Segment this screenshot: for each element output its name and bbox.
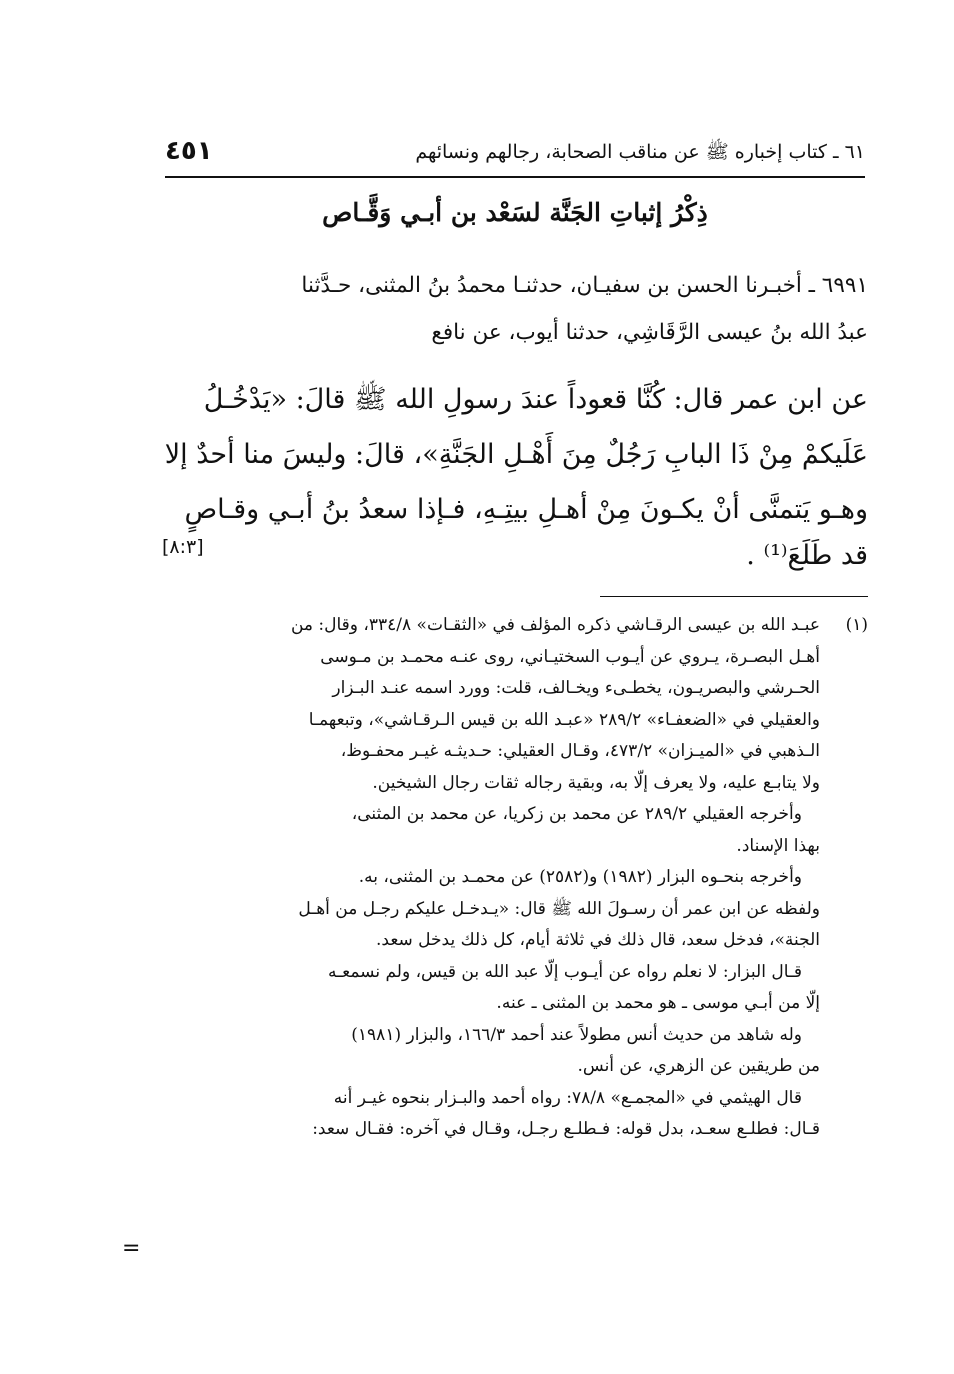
footnote-line: بهذا الإسناد.	[736, 835, 820, 856]
footnote-line: وأخرجه العقيلي ٢٨٩/٢ عن محمد بن زكريا، عن محمد بن المثنى،	[351, 804, 802, 824]
page-number: ٤٥١	[165, 136, 213, 166]
chapter-title: ذِكْرُ إثباتِ الجَنَّة لسَعْد بن أبـي وَقَّـاص	[322, 198, 708, 227]
footnote-line: عبـد الله بن عيسى الرقـاشي ذكره المؤلف في «الثقـات» ٣٣٤/٨، وقال: من	[290, 615, 820, 635]
footnote-line: إلّا من أبـي موسى ـ هو محمد بن المثنى ـ عنه.	[496, 993, 820, 1013]
hadith-line: قد طَلَعَ⁽¹⁾ .	[746, 540, 868, 571]
footnote-line: قـال: فطلـع سعـد، بدل قوله: فـطلـع رجـل، وقـال في آخره: فقـال سعد:	[312, 1119, 820, 1139]
footnote-line: وأخرجه بنحـوه البزار (١٩٨٢) و(٢٥٨٢) عن محمـد بن المثنى، به.	[358, 867, 802, 887]
footnote-paragraph	[152, 1083, 868, 1146]
footnote-line: والعقيلي في «الضعفـاء» ٢٨٩/٢ «عبـد الله بن قيس الـرقـاشي»، وتبعهمـا	[308, 709, 820, 730]
footnote-paragraph	[152, 862, 868, 957]
isnad-line: عبدُ الله بنُ عيسى الرَّقَاشِي، حدثنا أيوب، عن نافع	[431, 320, 868, 345]
footnote-line: قـال البزار: لا نعلم رواه عن أيـوب إلّا عبد الله بن قيس، ولم نسمعـه	[328, 961, 802, 982]
header-rule	[165, 176, 865, 178]
hadith-line: عن ابن عمر قال: كُنَّا قعوداً عندَ رسولِ الله ﷺ قالَ: «يَدْخُـلُ	[203, 384, 868, 415]
footnotes	[152, 610, 868, 1146]
footnote-line: قال الهيثمي في «المجمـع» ٧٨/٨: رواه أحمد والبـزار بنحوه غيـر أنه	[333, 1087, 802, 1108]
footnote-line: من طريقين عن الزهري، عن أنس.	[577, 1056, 820, 1076]
running-title: ٦١ ـ كتاب إخباره ﷺ عن مناقب الصحابة، رجالهم ونسائهم	[415, 141, 865, 163]
footnote-paragraph	[152, 1020, 868, 1083]
footnote-body	[152, 610, 820, 799]
hadith-isnad	[160, 262, 868, 356]
hadith-last-line	[160, 528, 868, 583]
hadith-line: وهـو يَتمنَّى أنْ يكـونَ مِنْ أهـلِ بيتِـهِ، فـإذا سعدُ بنُ أبـي وقـاصٍ	[184, 494, 868, 525]
page-header	[165, 130, 865, 170]
hadith-text	[160, 372, 868, 537]
footnote-line: ولفظه عن ابن عمر أن رسـولَ الله ﷺ قال: «يـدخـل عليكم رجـل من أهـل	[298, 898, 820, 919]
hadith-line: عَلَيكمْ مِنْ ذَا البابِ رَجُلٌ مِنَ أَهْـلِ الجَنَّةِ»، قالَ: وليسَ منا أحدٌ إلا	[164, 439, 868, 470]
continuation-mark: =	[122, 1236, 141, 1261]
footnote-line: الـذهبي في «الميـزان» ٤٧٣/٢، وقـال العقيلي: حـديثـه غيـر محفـوظ،	[340, 741, 820, 761]
footnote-paragraph	[152, 799, 868, 862]
footnote-paragraph	[152, 957, 868, 1020]
isnad-line: ٦٩٩١ ـ أخبـرنا الحسن بن سفيـان، حدثنـا محمدُ بنُ المثنى، حـدَّثنا	[301, 273, 868, 298]
footnote-line: الجنة»، فدخل سعد، قال ذلك في ثلاثة أيام، كل ذلك يدخل سعد.	[376, 930, 820, 950]
source-reference: [٨:٣]	[162, 536, 204, 558]
footnote-marker: (١)	[845, 615, 868, 635]
footnote-line: وله شاهد من حديث أنس مطولاً عند أحمد ١٦٦/٣، والبزار (١٩٨١)	[351, 1024, 802, 1045]
footnote-line: أهـل البصـرة، يـروي عن أيـوب السختيـاني، روى عنـه محمـد بن مـوسى	[320, 646, 820, 667]
footnote-line: الحـرشي والبصريـون، يخطـىء ويخـالف، قلت: وورد اسمه عنـد البـزار	[332, 678, 820, 698]
footnote-line: ولا يتابـع عليه، ولا يعرف إلّا به، وبقية رجاله ثقات رجال الشيخين.	[372, 772, 820, 793]
footnote-1	[152, 610, 868, 799]
footnote-separator	[600, 596, 868, 597]
